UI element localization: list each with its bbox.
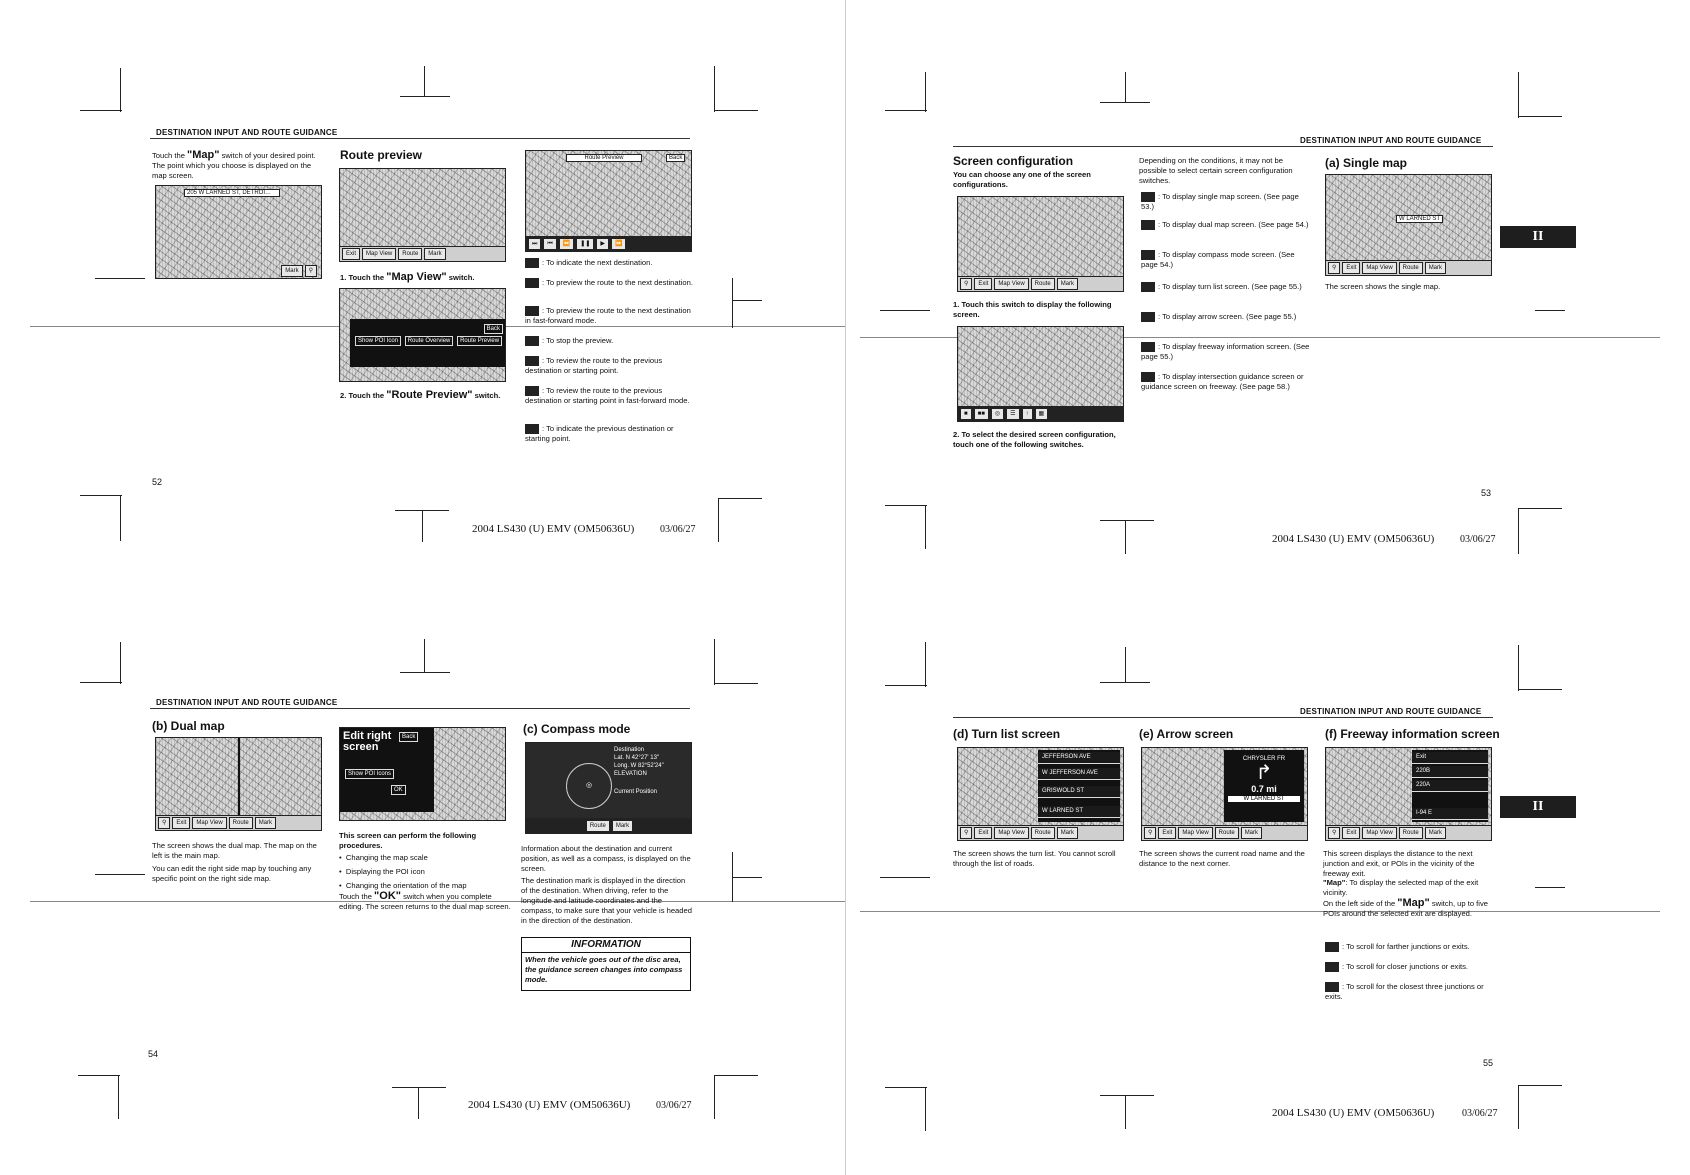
crop-mark — [1518, 508, 1562, 509]
dual-map-icon — [1141, 220, 1155, 230]
turn-list-caption: The screen shows the turn list. You cannot scroll through the list of roads. — [953, 849, 1116, 868]
header-rule — [150, 708, 690, 709]
single-map-switch[interactable]: ■ — [960, 408, 972, 420]
zoom-button[interactable]: ⚲ — [1328, 262, 1340, 274]
page-number: 54 — [148, 1049, 159, 1059]
crop-mark — [714, 1075, 715, 1119]
mark-button[interactable]: Mark — [1057, 278, 1078, 290]
route-button[interactable]: Route — [1031, 827, 1055, 839]
scroll-down-icon — [1325, 962, 1339, 972]
crop-mark — [1518, 1085, 1519, 1129]
icon-item: : To stop the preview. — [525, 336, 695, 346]
turn-list-icon — [1141, 282, 1155, 292]
route-button[interactable]: Route — [1215, 827, 1239, 839]
crop-mark — [714, 639, 715, 685]
freeway-row[interactable]: I-94 E — [1412, 808, 1488, 820]
crop-mark — [714, 66, 715, 112]
crop-mark — [80, 495, 122, 496]
current-position-label: Current Position — [614, 789, 658, 795]
exit-button[interactable]: Exit — [342, 248, 360, 260]
street-label: W LARNED ST — [1396, 215, 1443, 223]
screen-config-screenshot-2 — [957, 326, 1124, 422]
latitude-value: Lat. N 42°27' 13" — [614, 755, 660, 761]
footer-model: 2004 LS430 (U) EMV (OM50636U) — [1272, 1107, 1435, 1119]
crop-mark — [1125, 72, 1126, 102]
fast-forward-icon — [525, 306, 539, 316]
page-54 — [0, 587, 845, 1174]
dual-map-title: (b) Dual map — [152, 719, 225, 733]
turn-list-row: GRISWOLD ST — [1038, 786, 1120, 798]
route-button[interactable]: Route — [1399, 262, 1423, 274]
page-55 — [845, 587, 1690, 1174]
compass-icon: ◎ — [566, 763, 612, 809]
compass-icon — [1141, 250, 1155, 260]
dual-caption-1: The screen shows the dual map. The map on the left is the main map. — [152, 841, 317, 860]
page-number: 55 — [1483, 1058, 1494, 1068]
footer-date: 03/06/27 — [1460, 534, 1496, 545]
crop-mark — [424, 639, 425, 673]
footer-model: 2004 LS430 (U) EMV (OM50636U) — [468, 1099, 631, 1111]
crop-mark — [732, 877, 762, 878]
information-text: When the vehicle goes out of the disc area, the guidance screen changes into compass mode. — [525, 955, 683, 984]
footer-date: 03/06/27 — [660, 524, 696, 535]
popup-back-button[interactable]: Back — [484, 324, 503, 334]
route-button[interactable]: Route — [229, 817, 253, 829]
route-preview-button[interactable]: Route Preview — [457, 336, 502, 346]
skip-previous-icon — [525, 424, 539, 434]
icon-item: : To display compass mode screen. (See page 54.) — [1141, 250, 1295, 269]
single-map-caption: The screen shows the single map. — [1325, 282, 1441, 291]
config-switch-bar — [958, 406, 1123, 421]
route-button[interactable]: Route — [1031, 278, 1055, 290]
step-2: 2. To select the desired screen configuration, touch one of the following switches. — [953, 430, 1116, 449]
crop-mark — [1100, 102, 1150, 103]
zoom-button[interactable]: ⚲ — [158, 817, 170, 829]
crop-mark — [1125, 1095, 1126, 1129]
crop-mark — [80, 682, 122, 683]
icon-item: : To review the route to the previous destination or starting point. — [525, 356, 663, 375]
map-bottom-bar — [156, 264, 321, 278]
crop-mark — [718, 498, 719, 542]
turn-list-title: (d) Turn list screen — [953, 727, 1061, 741]
footer-date: 03/06/27 — [1462, 1108, 1498, 1119]
icon-item: : To indicate the previous destination or starting point. — [525, 424, 674, 443]
page-53 — [845, 0, 1690, 587]
icon-item: : To preview the route to the next destination. — [525, 278, 695, 288]
information-title: INFORMATION — [522, 938, 690, 953]
crop-mark — [732, 300, 762, 301]
exit-button[interactable]: Exit — [1342, 262, 1360, 274]
crop-mark — [885, 110, 927, 111]
header-rule — [953, 717, 1493, 718]
crop-mark — [1535, 310, 1565, 311]
map-bottom-bar — [958, 276, 1123, 291]
arrow-screenshot — [1141, 747, 1308, 841]
crop-mark — [1518, 1085, 1562, 1086]
crop-mark — [1518, 689, 1562, 690]
crop-mark — [120, 642, 121, 684]
crop-mark — [422, 510, 423, 542]
single-map-icon — [1141, 192, 1155, 202]
header-rule — [953, 146, 1493, 147]
freeway-screenshot — [1325, 747, 1492, 841]
single-map-screenshot — [1325, 174, 1492, 276]
crop-mark — [80, 110, 122, 111]
icon-item: : To display single map screen. (See page 53.) — [1141, 192, 1299, 211]
mark-button[interactable]: Mark — [255, 817, 276, 829]
icon-item: : To scroll for closer junctions or exits. — [1325, 962, 1497, 972]
destination-label: Destination — [614, 747, 645, 753]
map-view-button[interactable]: Map View — [1178, 827, 1212, 839]
crop-mark — [880, 877, 930, 878]
bullet-item: • Displaying the POI icon — [339, 867, 425, 876]
dual-divider — [238, 738, 240, 816]
compass-bar — [526, 818, 691, 833]
icon-item: : To review the route to the previous destination or starting point in fast-forward mode. — [525, 386, 690, 405]
turn-list-row: W LARNED ST — [1038, 806, 1120, 818]
scroll-up-icon — [1325, 942, 1339, 952]
crop-mark — [1125, 647, 1126, 683]
icon-item: : To display freeway information screen. (See page 55.) — [1141, 342, 1310, 361]
skip-next-icon — [525, 258, 539, 268]
map-view-bar — [340, 246, 505, 261]
route-overview-button[interactable]: Route Overview — [405, 336, 454, 346]
map-bottom-bar — [958, 825, 1123, 840]
route-preview-title: Route preview — [340, 148, 423, 162]
crop-mark — [120, 68, 121, 112]
crop-mark — [880, 310, 930, 311]
map-screenshot — [155, 185, 322, 279]
information-box — [521, 937, 691, 991]
edit-title: Edit right screen — [343, 730, 392, 753]
freeway-panel — [1412, 750, 1488, 822]
address-label: 205 W LARNED ST, DETROI… — [184, 189, 280, 197]
zoom-button[interactable]: ⚲ — [1328, 827, 1340, 839]
edit-right-screenshot — [339, 727, 506, 821]
icon-item: : To display intersection guidance screen or guidance screen on freeway. (See page 58.) — [1141, 372, 1304, 391]
screen-config-intro: You can choose any one of the screen configurations. — [953, 170, 1091, 189]
exit-button[interactable]: Exit — [1158, 827, 1176, 839]
arrow-panel — [1224, 750, 1304, 822]
step-1: 1. Touch this switch to display the following screen. — [953, 300, 1112, 319]
crop-mark — [885, 685, 927, 686]
rewind-icon[interactable]: ⏪ — [559, 238, 574, 250]
freeway-caption-3: On the left side of the "Map" switch, up to five POIs around the selected exit are displayed. — [1323, 897, 1488, 918]
crop-mark — [118, 1075, 119, 1119]
map-view-button[interactable]: Map View — [362, 248, 396, 260]
popup-screenshot — [339, 288, 506, 382]
dual-map-screenshot — [155, 737, 322, 831]
map-bottom-bar — [156, 815, 321, 830]
mark-button[interactable]: Mark — [1425, 262, 1446, 274]
pause-icon[interactable]: ❚❚ — [576, 238, 594, 250]
crop-mark — [925, 505, 926, 549]
edit-panel — [340, 728, 434, 812]
edit-intro: This screen can perform the following procedures. — [339, 831, 477, 850]
crop-mark — [925, 72, 926, 112]
fast-forward-icon[interactable]: ⏩ — [611, 238, 626, 250]
crop-mark — [1100, 520, 1154, 521]
previous-destination-icon[interactable]: ⏮ — [543, 238, 556, 250]
crop-mark — [714, 683, 758, 684]
single-map-title: (a) Single map — [1325, 156, 1408, 170]
turn-list-switch[interactable]: ☰ — [1006, 408, 1019, 420]
icon-item: : To display turn list screen. (See page 55.) — [1141, 282, 1313, 292]
bullet-item: • Changing the map scale — [339, 853, 428, 862]
crop-mark — [732, 852, 733, 902]
arrow-street: W LARNED ST — [1228, 796, 1300, 802]
page-number: 53 — [1481, 488, 1492, 498]
crop-mark — [1518, 116, 1562, 117]
mark-button[interactable]: Mark — [424, 248, 445, 260]
exit-button[interactable]: Exit — [974, 827, 992, 839]
compass-text-2: The destination mark is displayed in the direction of the destination. When driving, refer to the longitude and latitude coordinates and the compass, to make sure that your vehicle is headed in the direction of the destination. — [521, 876, 692, 925]
crop-mark — [1518, 508, 1519, 554]
arrow-caption: The screen shows the current road name and the distance to the next corner. — [1139, 849, 1305, 868]
crop-mark — [392, 1087, 446, 1088]
map-view-button[interactable]: Map View — [1362, 827, 1396, 839]
edit-back-button[interactable]: Back — [399, 732, 418, 742]
icon-item: : To display dual map screen. (See page 54.) — [1141, 220, 1313, 230]
arrow-screen-title: (e) Arrow screen — [1139, 727, 1234, 741]
crop-mark — [718, 498, 762, 499]
mark-button[interactable]: Mark — [281, 265, 302, 277]
chapter-tab: II — [1500, 796, 1576, 818]
bullet-item: • Changing the orientation of the map — [339, 881, 467, 890]
map-bottom-bar — [1142, 825, 1307, 840]
freeway-caption-1: This screen displays the distance to the next junction and exit, or POIs in the vicinity of the freeway exit. — [1323, 849, 1475, 878]
crop-mark — [885, 1087, 927, 1088]
compass-screenshot — [525, 742, 692, 834]
crop-mark — [95, 874, 145, 875]
freeway-caption-2: "Map": To display the selected map of the exit vicinity. — [1323, 878, 1479, 897]
crop-mark — [732, 278, 733, 328]
preview-title-label: Route Preview — [566, 154, 642, 162]
zoom-button[interactable]: ⚲ — [1144, 827, 1156, 839]
zoom-button[interactable]: ⚲ — [960, 827, 972, 839]
compass-text-1: Information about the destination and current position, as well as a compass, is displayed on the screen. — [521, 844, 691, 873]
page-number: 52 — [152, 477, 163, 487]
crop-mark — [400, 96, 450, 97]
play-icon — [525, 278, 539, 288]
map-view-button[interactable]: Map View — [192, 817, 226, 829]
map-view-button[interactable]: Map View — [994, 278, 1028, 290]
crop-mark — [1125, 520, 1126, 554]
screen-config-screenshot-1 — [957, 196, 1124, 292]
map-view-button[interactable]: Map View — [1362, 262, 1396, 274]
arrow-switch[interactable]: ↑ — [1022, 408, 1033, 420]
longitude-value: Long. W 82°52'24" — [614, 763, 664, 769]
next-destination-icon[interactable]: ⏭ — [528, 238, 541, 250]
show-poi-icons-button[interactable]: Show POI Icons — [345, 769, 394, 779]
freeway-switch[interactable]: ▦ — [1035, 408, 1049, 420]
icon-item: : To scroll for the closest three junctions or exits. — [1325, 982, 1484, 1001]
ok-button[interactable]: OK — [391, 785, 406, 795]
zoom-button[interactable]: ⚲ — [305, 265, 317, 277]
icon-item: : To preview the route to the next destination in fast-forward mode. — [525, 306, 691, 325]
icon-item: : To indicate the next destination. — [525, 258, 695, 268]
section-header: DESTINATION INPUT AND ROUTE GUIDANCE — [156, 698, 338, 707]
step-2: 2. Touch the "Route Preview" switch. — [340, 389, 501, 401]
fast-reverse-icon — [525, 386, 539, 396]
preview-back-button[interactable]: Back — [666, 154, 685, 162]
freeway-row[interactable]: Exit — [1412, 752, 1488, 764]
screen-config-title: Screen configuration — [953, 154, 1074, 168]
crop-mark — [95, 278, 145, 279]
dual-caption-2: You can edit the right side map by touching any specific point on the right side map. — [152, 864, 312, 883]
zoom-button[interactable]: ⚲ — [960, 278, 972, 290]
crop-mark — [424, 66, 425, 96]
map-view-screenshot — [339, 168, 506, 262]
turn-list-screenshot — [957, 747, 1124, 841]
play-icon[interactable]: ▶ — [596, 238, 609, 250]
turn-list-row: JEFFERSON AVE — [1038, 752, 1120, 764]
turn-arrow-icon: ↱ — [1255, 762, 1273, 784]
mark-button[interactable]: Mark — [612, 820, 633, 832]
arrow-icon — [1141, 312, 1155, 322]
route-button[interactable]: Route — [586, 820, 610, 832]
compass-switch[interactable]: ◎ — [991, 408, 1004, 420]
map-view-popup — [350, 319, 506, 367]
header-rule — [150, 138, 690, 139]
freeway-row[interactable]: 220B — [1412, 766, 1488, 778]
exit-button[interactable]: Exit — [172, 817, 190, 829]
reverse-icon — [525, 356, 539, 366]
elevation-label: ELEVATION — [614, 771, 647, 777]
section-header: DESTINATION INPUT AND ROUTE GUIDANCE — [156, 128, 338, 137]
intro-text: Touch the "Map" switch of your desired point. The point which you choose is displayed on the map screen. — [152, 149, 316, 180]
exit-button[interactable]: Exit — [1342, 827, 1360, 839]
crop-mark — [1518, 72, 1519, 118]
freeway-icon — [1141, 342, 1155, 352]
crop-mark — [925, 1087, 926, 1131]
crop-mark — [714, 1075, 758, 1076]
crop-mark — [120, 495, 121, 541]
arrow-road-name: CHRYSLER FR — [1242, 756, 1286, 762]
footer-date: 03/06/27 — [656, 1100, 692, 1111]
compass-info — [614, 746, 664, 796]
chapter-tab: II — [1500, 226, 1576, 248]
compass-mode-title: (c) Compass mode — [523, 722, 631, 736]
crop-mark — [885, 505, 927, 506]
icon-item: : To display arrow screen. (See page 55.) — [1141, 312, 1313, 322]
section-header: DESTINATION INPUT AND ROUTE GUIDANCE — [1300, 707, 1482, 716]
icon-item: : To scroll for farther junctions or exits. — [1325, 942, 1497, 952]
route-preview-screenshot — [525, 150, 692, 252]
crop-mark — [1535, 887, 1565, 888]
edit-bullets — [339, 853, 509, 891]
dual-map-switch[interactable]: ■■ — [974, 408, 989, 420]
show-poi-icon-button[interactable]: Show POI Icon — [355, 336, 401, 346]
crop-mark — [1518, 645, 1519, 691]
page-52 — [0, 0, 845, 587]
intersection-icon — [1141, 372, 1155, 382]
config-note: Depending on the conditions, it may not be possible to select certain screen configuration switches. — [1139, 156, 1293, 185]
arrow-distance: 0.7 mi — [1251, 784, 1277, 794]
preview-control-bar — [526, 236, 691, 251]
route-button[interactable]: Route — [1399, 827, 1423, 839]
footer-model: 2004 LS430 (U) EMV (OM50636U) — [472, 523, 635, 535]
map-bottom-bar — [1326, 825, 1491, 840]
crop-mark — [1100, 1095, 1154, 1096]
pause-icon — [525, 336, 539, 346]
edit-ok-text: Touch the "OK" switch when you complete editing. The screen returns to the dual map screen. — [339, 890, 511, 911]
exit-button[interactable]: Exit — [974, 278, 992, 290]
freeway-row[interactable]: 220A — [1412, 780, 1488, 792]
crop-mark — [925, 642, 926, 687]
crop-mark — [400, 672, 450, 673]
footer-model: 2004 LS430 (U) EMV (OM50636U) — [1272, 533, 1435, 545]
crop-mark — [418, 1087, 419, 1119]
mark-button[interactable]: Mark — [1425, 827, 1446, 839]
map-view-button[interactable]: Map View — [994, 827, 1028, 839]
crop-mark — [714, 110, 758, 111]
scroll-closest-icon — [1325, 982, 1339, 992]
map-bottom-bar — [1326, 260, 1491, 275]
mark-button[interactable]: Mark — [1241, 827, 1262, 839]
freeway-info-title: (f) Freeway information screen — [1325, 727, 1500, 741]
turn-list-row: W JEFFERSON AVE — [1038, 768, 1120, 780]
section-header: DESTINATION INPUT AND ROUTE GUIDANCE — [1300, 136, 1482, 145]
step-1: 1. Touch the "Map View" switch. — [340, 271, 475, 283]
route-button[interactable]: Route — [398, 248, 422, 260]
mark-button[interactable]: Mark — [1057, 827, 1078, 839]
turn-list-panel — [1038, 750, 1120, 822]
crop-mark — [78, 1075, 120, 1076]
